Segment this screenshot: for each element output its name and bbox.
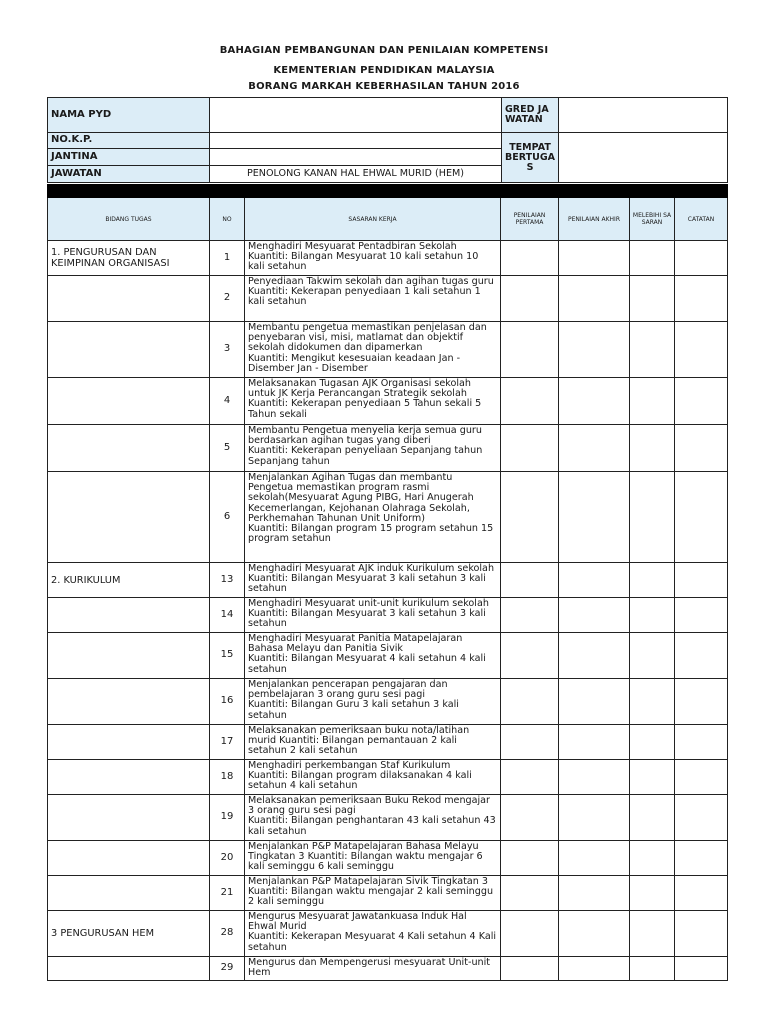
item-number: 4: [210, 378, 245, 425]
sasaran-kerja-cell: Menghadiri perkembangan Staf Kurikulum Kuantiti: Bilangan program dilaksanakan 4 kali setahun 4 kali setahun: [245, 760, 501, 795]
penilaian-pertama-cell[interactable]: [501, 633, 559, 679]
table-row: [48, 725, 728, 760]
catatan-cell[interactable]: [675, 911, 728, 957]
sasaran-kerja-cell: Melaksanakan pemeriksaan Buku Rekod mengajar 3 orang guru sesi pagi Kuantiti: Bilangan penghantaran 43 kali setahun 43 kali setahun: [245, 795, 501, 841]
bidang-tugas-cell: [48, 322, 210, 378]
bidang-tugas-cell: [48, 957, 210, 981]
melebihi-sasaran-cell[interactable]: [630, 276, 675, 322]
catatan-cell[interactable]: [675, 725, 728, 760]
penilaian-pertama-cell[interactable]: [501, 957, 559, 981]
bidang-tugas-cell: [48, 760, 210, 795]
penilaian-pertama-cell[interactable]: [501, 378, 559, 425]
table-row: [48, 472, 728, 563]
table-row: [48, 795, 728, 841]
header-line-3: BORANG MARKAH KEBERHASILAN TAHUN 2016: [248, 81, 520, 92]
item-number: 28: [210, 911, 245, 957]
sasaran-kerja-cell: Menjalankan P&P Matapelajaran Bahasa Melayu Tingkatan 3 Kuantiti: Bilangan waktu mengajar 6 kali seminggu 6 kali seminggu: [245, 841, 501, 876]
catatan-cell[interactable]: [675, 241, 728, 276]
penilaian-akhir-cell[interactable]: [559, 241, 630, 276]
penilaian-pertama-cell[interactable]: [501, 598, 559, 633]
penilaian-pertama-cell[interactable]: [501, 725, 559, 760]
table-row: [48, 911, 728, 957]
bidang-tugas-cell: [48, 841, 210, 876]
bidang-tugas-cell: 1. PENGURUSAN DAN KEIMPINAN ORGANISASI: [48, 241, 210, 276]
tempat-label: TEMPAT BERTUGAS: [502, 133, 559, 183]
melebihi-sasaran-cell[interactable]: [630, 841, 675, 876]
item-number: 15: [210, 633, 245, 679]
catatan-cell[interactable]: [675, 760, 728, 795]
catatan-cell[interactable]: [675, 876, 728, 911]
catatan-cell[interactable]: [675, 795, 728, 841]
sasaran-kerja-cell: Menjalankan pencerapan pengajaran dan pembelajaran 3 orang guru sesi pagi Kuantiti: Bilangan Guru 3 kali setahun 3 kali setahun: [245, 679, 501, 725]
item-number: 2: [210, 276, 245, 322]
item-number: 6: [210, 472, 245, 563]
melebihi-sasaran-cell[interactable]: [630, 911, 675, 957]
gred-label: GRED JAWATAN: [502, 98, 559, 133]
catatan-cell[interactable]: [675, 957, 728, 981]
penilaian-akhir-cell[interactable]: [559, 598, 630, 633]
penilaian-pertama-cell[interactable]: [501, 911, 559, 957]
nama-label: NAMA PYD: [48, 98, 210, 133]
black-divider: [48, 185, 728, 198]
catatan-cell[interactable]: [675, 563, 728, 598]
sasaran-kerja-cell: Menghadiri Mesyuarat AJK induk Kurikulum sekolah Kuantiti: Bilangan Mesyuarat 3 kali setahun 3 kali setahun: [245, 563, 501, 598]
nokp-label: NO.K.P.: [48, 133, 210, 149]
table-row: [48, 841, 728, 876]
bidang-tugas-cell: [48, 679, 210, 725]
melebihi-sasaran-cell[interactable]: [630, 425, 675, 472]
melebihi-sasaran-cell[interactable]: [630, 563, 675, 598]
sasaran-kerja-cell: Melaksanakan Tugasan AJK Organisasi sekolah untuk JK Kerja Perancangan Strategik sekolah Kuantiti: Kekerapan penyediaan 5 Tahun sekali 5 Tahun sekali: [245, 378, 501, 425]
table-row: [48, 378, 728, 425]
penilaian-akhir-cell[interactable]: [559, 633, 630, 679]
nama-field[interactable]: [210, 98, 502, 133]
penilaian-pertama-cell[interactable]: [501, 760, 559, 795]
bidang-tugas-cell: [48, 472, 210, 563]
melebihi-sasaran-cell[interactable]: [630, 472, 675, 563]
nokp-field[interactable]: [210, 133, 502, 149]
penilaian-akhir-cell[interactable]: [559, 276, 630, 322]
bidang-tugas-cell: [48, 598, 210, 633]
penilaian-akhir-cell[interactable]: [559, 795, 630, 841]
col-no: NO: [210, 198, 245, 241]
item-number: 13: [210, 563, 245, 598]
penilaian-akhir-cell[interactable]: [559, 876, 630, 911]
penilaian-pertama-cell[interactable]: [501, 795, 559, 841]
score-table: [47, 184, 728, 981]
col-melebihi-sasaran: MELEBIHI SASARAN: [630, 198, 675, 241]
gred-field[interactable]: [559, 98, 728, 133]
penilaian-pertama-cell[interactable]: [501, 472, 559, 563]
penilaian-pertama-cell[interactable]: [501, 241, 559, 276]
header-line-1: BAHAGIAN PEMBANGUNAN DAN PENILAIAN KOMPETENSI: [219, 45, 549, 56]
item-number: 17: [210, 725, 245, 760]
penilaian-akhir-cell[interactable]: [559, 472, 630, 563]
penilaian-akhir-cell[interactable]: [559, 760, 630, 795]
melebihi-sasaran-cell[interactable]: [630, 598, 675, 633]
melebihi-sasaran-cell[interactable]: [630, 679, 675, 725]
penilaian-akhir-cell[interactable]: [559, 378, 630, 425]
sasaran-kerja-cell: Penyediaan Takwim sekolah dan agihan tugas guru Kuantiti: Kekerapan penyediaan 1 kali setahun 1 kali setahun: [245, 276, 501, 322]
table-row: [48, 241, 728, 276]
melebihi-sasaran-cell[interactable]: [630, 957, 675, 981]
penilaian-akhir-cell[interactable]: [559, 563, 630, 598]
catatan-cell[interactable]: [675, 679, 728, 725]
catatan-cell[interactable]: [675, 425, 728, 472]
bidang-tugas-cell: [48, 425, 210, 472]
penilaian-pertama-cell[interactable]: [501, 276, 559, 322]
penilaian-pertama-cell[interactable]: [501, 841, 559, 876]
penilaian-pertama-cell[interactable]: [501, 425, 559, 472]
catatan-cell[interactable]: [675, 598, 728, 633]
sasaran-kerja-cell: Mengurus dan Mempengerusi mesyuarat Unit-unit Hem: [245, 957, 501, 981]
penilaian-akhir-cell[interactable]: [559, 841, 630, 876]
bidang-tugas-cell: 3 PENGURUSAN HEM: [48, 911, 210, 957]
sasaran-kerja-cell: Mengurus Mesyuarat Jawatankuasa Induk Hal Ehwal Murid Kuantiti: Kekerapan Mesyuarat 4 Kali setahun 4 Kali setahun: [245, 911, 501, 957]
bidang-tugas-cell: 2. KURIKULUM: [48, 563, 210, 598]
table-row: [48, 276, 728, 322]
catatan-cell[interactable]: [675, 472, 728, 563]
table-row: [48, 563, 728, 598]
item-number: 1: [210, 241, 245, 276]
item-number: 20: [210, 841, 245, 876]
item-number: 21: [210, 876, 245, 911]
jawatan-label: JAWATAN: [48, 166, 210, 183]
catatan-cell[interactable]: [675, 841, 728, 876]
melebihi-sasaran-cell[interactable]: [630, 241, 675, 276]
table-row: [48, 322, 728, 378]
item-number: 19: [210, 795, 245, 841]
catatan-cell[interactable]: [675, 322, 728, 378]
catatan-cell[interactable]: [675, 633, 728, 679]
penilaian-pertama-cell[interactable]: [501, 876, 559, 911]
table-row: [48, 598, 728, 633]
sasaran-kerja-cell: Membantu pengetua memastikan penjelasan dan penyebaran visi, misi, matlamat dan objektif sekolah didokumen dan dipamerkan Kuantiti: Mengikut kesesuaian keadaan Jan - Disember Jan - Disember: [245, 322, 501, 378]
item-number: 14: [210, 598, 245, 633]
jantina-label: JANTINA: [48, 149, 210, 166]
bidang-tugas-cell: [48, 276, 210, 322]
item-number: 3: [210, 322, 245, 378]
melebihi-sasaran-cell[interactable]: [630, 725, 675, 760]
column-header-row: [48, 198, 728, 241]
bidang-tugas-cell: [48, 378, 210, 425]
penilaian-akhir-cell[interactable]: [559, 911, 630, 957]
melebihi-sasaran-cell[interactable]: [630, 633, 675, 679]
jantina-field[interactable]: [210, 149, 502, 166]
sasaran-kerja-cell: Membantu Pengetua menyelia kerja semua guru berdasarkan agihan tugas yang diberi Kuantiti: Kekerapan penyeliaan Sepanjang tahun Sepanjang tahun: [245, 425, 501, 472]
sasaran-kerja-cell: Menghadiri Mesyuarat Pentadbiran Sekolah Kuantiti: Bilangan Mesyuarat 10 kali setahun 10 kali setahun: [245, 241, 501, 276]
bidang-tugas-cell: [48, 633, 210, 679]
melebihi-sasaran-cell[interactable]: [630, 322, 675, 378]
item-number: 29: [210, 957, 245, 981]
tempat-field[interactable]: [559, 133, 728, 183]
item-number: 5: [210, 425, 245, 472]
penilaian-pertama-cell[interactable]: [501, 322, 559, 378]
col-catatan: CATATAN: [675, 198, 728, 241]
col-penilaian-pertama: PENILAIAN PERTAMA: [501, 198, 559, 241]
table-row: [48, 425, 728, 472]
penilaian-akhir-cell[interactable]: [559, 679, 630, 725]
sasaran-kerja-cell: Menghadiri Mesyuarat Panitia Matapelajaran Bahasa Melayu dan Panitia Sivik Kuantiti: Bilangan Mesyuarat 4 kali setahun 4 kali setahun: [245, 633, 501, 679]
penilaian-akhir-cell[interactable]: [559, 725, 630, 760]
sasaran-kerja-cell: Menjalankan P&P Matapelajaran Sivik Tingkatan 3 Kuantiti: Bilangan waktu mengajar 2 kali seminggu 2 kali seminggu: [245, 876, 501, 911]
sasaran-kerja-cell: Menjalankan Agihan Tugas dan membantu Pengetua memastikan program rasmi sekolah(Mesyuarat Agung PIBG, Hari Anugerah Kecemerlangan, Kejohanan Olahraga Sekolah, Perkhemahan Tahunan Unit Uniform) Kuantiti: Bilangan program 15 program setahun 15 program setahun: [245, 472, 501, 563]
bidang-tugas-cell: [48, 725, 210, 760]
col-bidang-tugas: BIDANG TUGAS: [48, 198, 210, 241]
jawatan-field: PENOLONG KANAN HAL EHWAL MURID (HEM): [210, 166, 502, 183]
penilaian-pertama-cell[interactable]: [501, 679, 559, 725]
penilaian-akhir-cell[interactable]: [559, 322, 630, 378]
catatan-cell[interactable]: [675, 378, 728, 425]
bidang-tugas-cell: [48, 795, 210, 841]
sasaran-kerja-cell: Melaksanakan pemeriksaan buku nota/latihan murid Kuantiti: Bilangan pemantauan 2 kali setahun 2 kali setahun: [245, 725, 501, 760]
table-row: [48, 760, 728, 795]
melebihi-sasaran-cell[interactable]: [630, 760, 675, 795]
penilaian-akhir-cell[interactable]: [559, 957, 630, 981]
melebihi-sasaran-cell[interactable]: [630, 876, 675, 911]
info-table: [47, 97, 728, 183]
header-line-2: KEMENTERIAN PENDIDIKAN MALAYSIA: [273, 65, 495, 76]
bidang-tugas-cell: [48, 876, 210, 911]
table-row: [48, 957, 728, 981]
table-row: [48, 876, 728, 911]
melebihi-sasaran-cell[interactable]: [630, 795, 675, 841]
penilaian-akhir-cell[interactable]: [559, 425, 630, 472]
catatan-cell[interactable]: [675, 276, 728, 322]
sasaran-kerja-cell: Menghadiri Mesyuarat unit-unit kurikulum sekolah Kuantiti: Bilangan Mesyuarat 3 kali setahun 3 kali setahun: [245, 598, 501, 633]
table-row: [48, 633, 728, 679]
melebihi-sasaran-cell[interactable]: [630, 378, 675, 425]
col-sasaran-kerja: SASARAN KERJA: [245, 198, 501, 241]
table-row: [48, 679, 728, 725]
col-penilaian-akhir: PENILAIAN AKHIR: [559, 198, 630, 241]
item-number: 16: [210, 679, 245, 725]
penilaian-pertama-cell[interactable]: [501, 563, 559, 598]
item-number: 18: [210, 760, 245, 795]
